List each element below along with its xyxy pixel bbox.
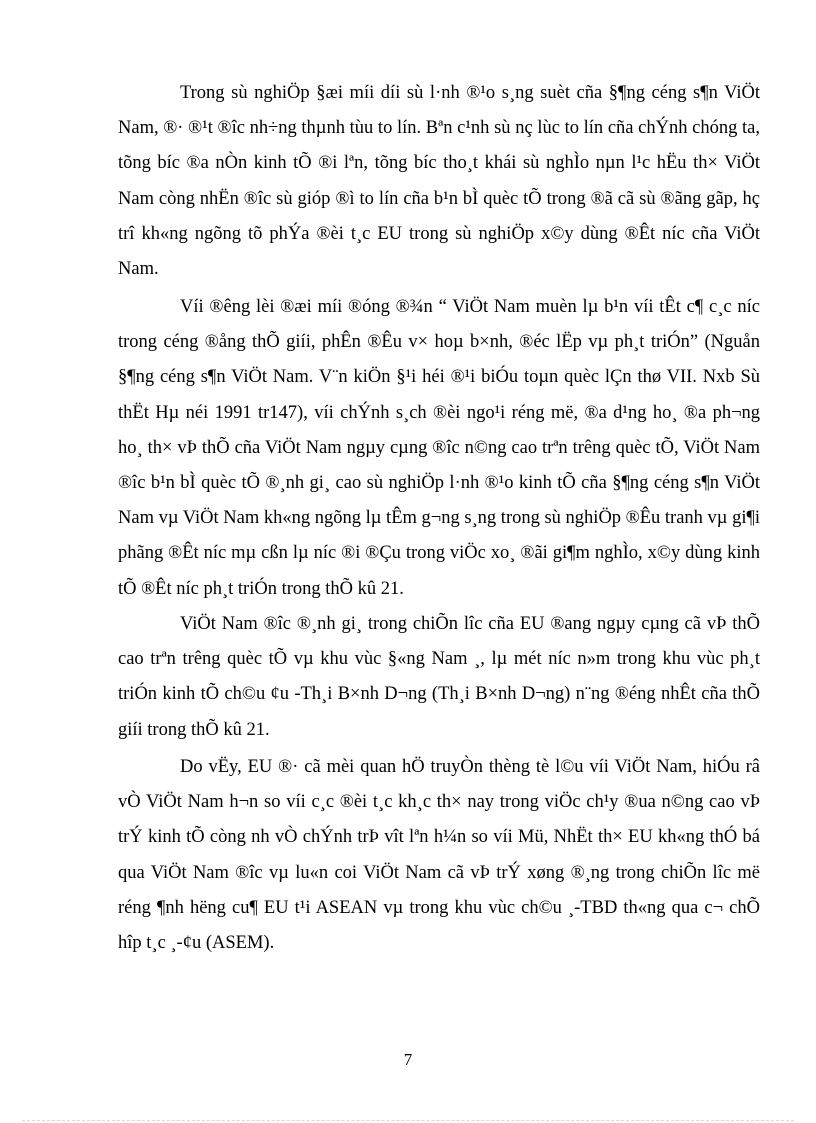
- paragraph-2: Víi ®êng lèi ®æi míi ®óng ®¾n “ ViÖt Nam muèn lµ b¹n víi tÊt c¶ c¸c níc trong céng ®ång thÕ giíi, phÊn ®Êu v× hoµ b×nh, ®éc lËp vµ ph¸t triÓn” (Nguån §¶ng céng s¶n ViÖt Nam. V¨n kiÖn §¹i héi ®¹i biÓu toµn quèc lÇn thø VII. Nxb Sù thËt Hµ néi 1991 tr147), víi chÝnh s¸ch ®èi ngo¹i réng më, ®a d¹ng ho¸ ®a ph¬ng ho¸ th× vÞ thÕ cña ViÖt Nam ngµy cµng ®îc n©ng cao trªn trêng quèc tÕ, ViÖt Nam ®îc b¹n bÌ quèc tÕ ®¸nh gi¸ cao sù nghiÖp l·nh ®¹o kinh tÕ cña §¶ng céng s¶n ViÖt Nam vµ ViÖt Nam kh«ng ngõng lµ tÊm g¬ng s¸ng trong sù nghiÖp ®Êu tranh vµ gi¶i phãng ®Êt níc mµ cßn lµ níc ®i ®Çu trong viÖc xo¸ ®ãi gi¶m nghÌo, x©y dùng kinh tÕ ®Êt níc ph¸t triÓn trong thÕ kû 21.: [118, 297, 760, 599]
- page-bottom-divider: [22, 1120, 794, 1121]
- paragraph-3: ViÖt Nam ®îc ®¸nh gi¸ trong chiÕn lîc cña EU ®ang ngµy cµng cã vÞ thÕ cao trªn trêng quèc tÕ vµ khu vùc §«ng Nam ¸, lµ mét níc n»m trong khu vùc ph¸t triÓn kinh tÕ ch©u ¢u -Th¸i B×nh D¬ng (Th¸i B×nh D¬ng) n¨ng ®éng nhÊt cña thÕ giíi trong thÕ kû 21.: [118, 614, 760, 740]
- page-number: 7: [403, 1050, 413, 1069]
- paragraph-1: Trong sù nghiÖp §æi míi díi sù l·nh ®¹o s¸ng suèt cña §¶ng céng s¶n ViÖt Nam, ®· ®¹t ®îc nh÷ng thµnh tùu to lín. Bªn c¹nh sù nç lùc to lín cña chÝnh chóng ta, tõng bíc ®a nÒn kinh tÕ ®i lªn, tõng bíc tho¸t khái sù nghÌo nµn l¹c hËu th× ViÖt Nam còng nhËn ®îc sù gióp ®ì to lín cña b¹n bÌ quèc tÕ trong ®ã cã sù ®ãng gãp, hç trî kh«ng ngõng tõ phÝa ®èi t¸c EU trong sù nghiÖp x©y dùng ®Êt níc cña ViÖt Nam.: [118, 83, 760, 280]
- paragraph-4: Do vËy, EU ®· cã mèi quan hÖ truyÒn thèng tè l©u víi ViÖt Nam, hiÓu râ vÒ ViÖt Nam h¬n so víi c¸c ®èi t¸c kh¸c th× nay trong viÖc ch¹y ®ua n©ng cao vÞ trÝ kinh tÕ còng nh vÒ chÝnh trÞ vît lªn h¼n so víi Mü, NhËt th× EU kh«ng thÓ bá qua ViÖt Nam ®îc vµ lu«n coi ViÖt Nam cã vÞ trÝ xøng ®¸ng trong chiÕn lîc më réng ¶nh hëng cu¶ EU t¹i ASEAN vµ trong khu vùc ch©u ¸-TBD th«ng qua c¬ chÕ hîp t¸c ¸-¢u (ASEM).: [118, 757, 760, 954]
